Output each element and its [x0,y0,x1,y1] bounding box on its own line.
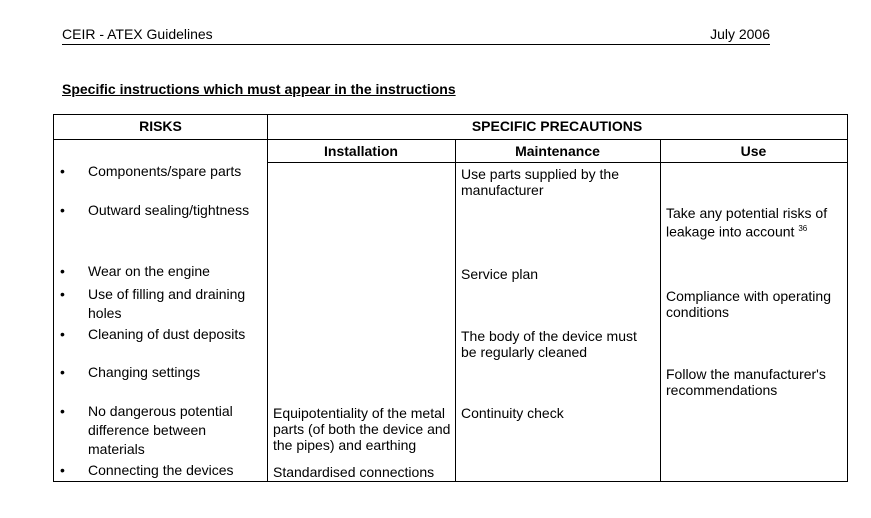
column-divider [267,115,268,481]
document-date: July 2006 [710,26,770,42]
footnote-ref: 36 [798,224,808,233]
risk-item: Components/spare parts [88,163,242,179]
bullet: • [60,263,65,279]
bullet: • [60,163,65,179]
use-cell: Compliance with operating conditions [666,288,831,320]
risk-item: Outward sealing/tightness [88,202,250,218]
maintenance-header: Maintenance [515,143,600,159]
bullet: • [60,202,65,218]
column-divider [660,140,661,481]
use-header: Use [740,143,767,159]
maintenance-cell: Continuity check [461,405,564,421]
risk-item: Wear on the engine [88,263,210,279]
risk-item: Changing settings [88,364,201,380]
page-header [62,26,770,45]
column-divider [455,140,456,481]
installation-cell: Equipotentiality of the metal parts (of both the device and the pipes) and earthing [273,405,451,453]
use-cell [666,205,844,240]
header-divider [54,139,847,140]
maintenance-cell: Use parts supplied by the manufacturer [461,166,619,198]
subheader-divider [267,162,847,163]
precautions-table [53,114,848,482]
section-subtitle: Specific instructions which must appear in the instructions [62,81,456,97]
use-cell: Follow the manufacturer's recommendations [666,366,826,398]
risk-item: Cleaning of dust deposits [88,326,246,342]
bullet: • [60,286,65,302]
precautions-header: SPECIFIC PRECAUTIONS [471,118,643,134]
bullet: • [60,364,65,380]
maintenance-cell: The body of the device must be regularly cleaned [461,328,637,360]
risk-item: Connecting the devices [88,462,234,478]
risk-item: Use of filling and draining holes [88,286,246,321]
maintenance-cell: Service plan [461,266,539,282]
installation-header: Installation [324,143,398,159]
risk-item: No dangerous potential difference between materials [88,403,233,457]
document-title: CEIR - ATEX Guidelines [62,26,213,42]
bullet: • [60,326,65,342]
bullet: • [60,462,65,478]
installation-cell: Standardised connections [273,464,435,480]
risks-header: RISKS [139,118,182,134]
use-text: Take any potential risks of leakage into account [666,205,828,240]
bullet: • [60,403,65,419]
